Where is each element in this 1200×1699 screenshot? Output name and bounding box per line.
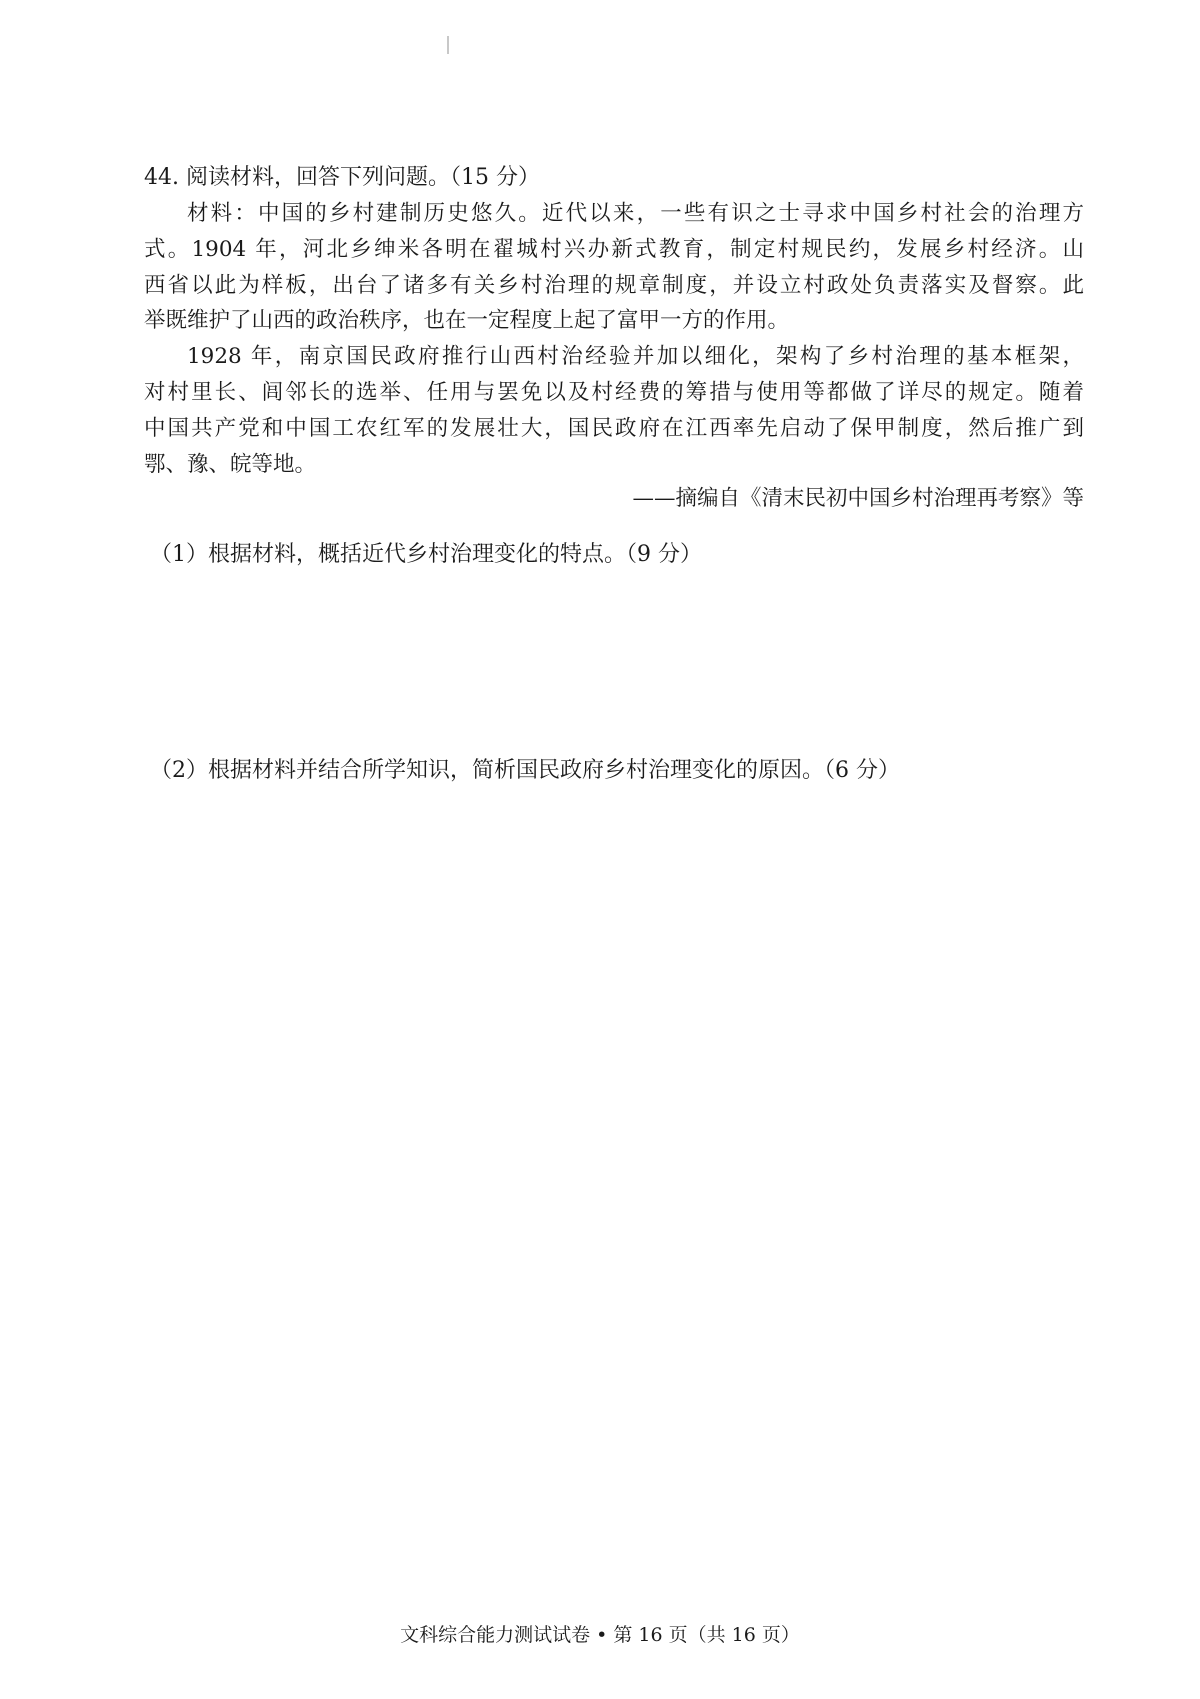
material-para1-line4: 举既维护了山西的政治秩序，也在一定程度上起了富甲一方的作用。 (144, 308, 790, 334)
sub-question-1: （1）根据材料，概括近代乡村治理变化的特点。（9 分） (150, 542, 702, 567)
answer-area-2[interactable] (150, 796, 1080, 1596)
material-para2-line1: 1928 年，南京国民政府推行山西村治经验并加以细化，架构了乡村治理的基本框架， (187, 344, 1084, 370)
material-para1-line2: 式。1904 年，河北乡绅米各明在翟城村兴办新式教育，制定村规民约，发展乡村经济。山 (144, 236, 1084, 262)
material-source: ——摘编自《清末民初中国乡村治理再考察》等 (632, 486, 1084, 511)
material-passage (144, 196, 1084, 482)
material-para2-line4: 鄂、豫、皖等地。 (144, 451, 317, 477)
material-para2-line3: 中国共产党和中国工农红军的发展壮大，国民政府在江西率先启动了保甲制度，然后推广到 (144, 415, 1084, 441)
page-footer: 文科综合能力测试试卷 • 第 16 页（共 16 页） (400, 1624, 800, 1646)
material-para1-line3: 西省以此为样板，出台了诸多有关乡村治理的规章制度，并设立村政处负责落实及督察。此 (144, 272, 1084, 298)
material-para1-line1: 材料：中国的乡村建制历史悠久。近代以来，一些有识之士寻求中国乡村社会的治理方 (187, 201, 1084, 226)
answer-area-1[interactable] (150, 580, 1080, 740)
sub-question-2: （2）根据材料并结合所学知识，简析国民政府乡村治理变化的原因。（6 分） (150, 758, 900, 783)
material-para2-line2: 对村里长、闾邻长的选举、任用与罢免以及村经费的筹措与使用等都做了详尽的规定。随着 (144, 379, 1084, 405)
scan-artifact (447, 36, 449, 54)
question-title: 44. 阅读材料，回答下列问题。（15 分） (144, 165, 540, 190)
